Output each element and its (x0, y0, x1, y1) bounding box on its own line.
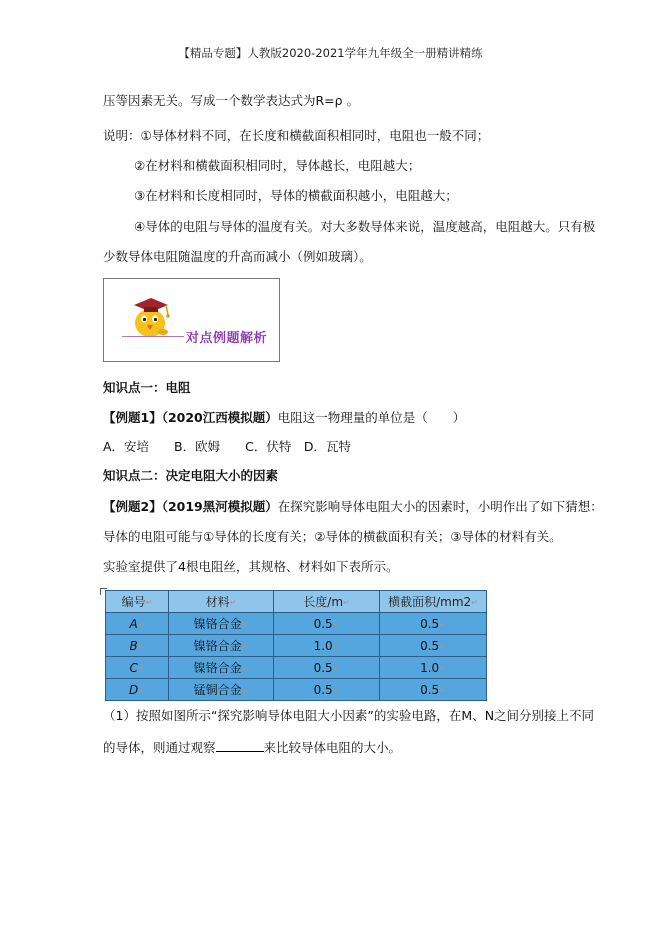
table-cell: 0.5↵ (274, 679, 380, 701)
spec-table (105, 590, 487, 701)
table-cell: 0.5↵ (274, 657, 380, 679)
logo-title: 对点例题解析 (186, 331, 268, 346)
table-header-cell: 横截面积/mm2↵ (380, 591, 487, 613)
intro-text: 压等因素无关。写成一个数学表达式为R=ρ 。 (103, 93, 360, 108)
example-1-options: A．安培 B．欧姆 C．伏特 D．瓦特 (103, 439, 351, 454)
page-header: 【精品专题】人教版2020-2021学年九年级全一册精讲精练 (178, 46, 483, 60)
section-1-title: 知识点一：电阻 (103, 380, 191, 395)
table-cell: 镍铬合金↵ (169, 613, 274, 635)
example-2 (103, 499, 603, 515)
notes-item-1: ①导体材料不同，在长度和横截面积相同时，电阻也一般不同； (140, 128, 490, 143)
notes-item-2: ②在材料和横截面积相同时，导体越长，电阻越大； (134, 158, 421, 173)
example-2-text: 在探究影响导体电阻大小的因素时，小明作出了如下猜想： (277, 499, 603, 514)
question-1-line-2 (103, 739, 401, 756)
table-cell: 0.5↵ (380, 679, 487, 701)
question-1-text-before: 的导体，则通过观察 (103, 740, 216, 755)
table-cell: A↵ (106, 613, 169, 635)
table-cell: 镍铬合金↵ (169, 635, 274, 657)
table-row (106, 657, 487, 679)
question-1-line-1: （1）按照如图所示“探究影响导体电阻大小因素”的实验电路，在M、N之间分别接上不同 (103, 708, 595, 723)
table-header-row (106, 591, 487, 613)
table-cell: 0.5↵ (380, 613, 487, 635)
table-cell: 1.0↵ (380, 657, 487, 679)
example-1-source: （2020江西模拟题） (161, 410, 278, 425)
table-row (106, 679, 487, 701)
example-2-source: （2019黑河模拟题） (161, 499, 278, 514)
table-cell: C↵ (106, 657, 169, 679)
question-1-text-after: 来比较导体电阻的大小。 (263, 740, 402, 755)
table-row (106, 635, 487, 657)
example-1-text: 电阻这一物理量的单位是（ ） (277, 410, 466, 425)
notes-label: 说明： (103, 128, 141, 143)
table-cell: 锰铜合金↵ (169, 679, 274, 701)
section-2-title: 知识点二：决定电阻大小的因素 (103, 468, 279, 483)
example-1 (103, 410, 465, 426)
answer-blank (216, 739, 264, 752)
table-cell: B↵ (106, 635, 169, 657)
section-logo (103, 278, 280, 362)
notes-item-4-line-1: ④导体的电阻与导体的温度有关。对大多数导体来说，温度越高，电阻越大。只有极 (134, 219, 596, 234)
notes-line-1 (103, 128, 489, 144)
table-header-cell: 材料↵ (169, 591, 274, 613)
example-2-line-2: 导体的电阻可能与①导体的长度有关；②导体的横截面积有关；③导体的材料有关。 (103, 529, 562, 544)
table-cell: 1.0↵ (274, 635, 380, 657)
table-header-cell: 编号↵ (106, 591, 169, 613)
example-2-line-3: 实验室提供了4根电阻丝，其规格、材料如下表所示。 (103, 559, 399, 574)
example-1-tag: 【例题1】 (103, 410, 162, 425)
spec-table-wrapper (105, 590, 487, 701)
table-cell: 0.5↵ (380, 635, 487, 657)
logo-divider (122, 336, 184, 337)
table-row (106, 613, 487, 635)
table-cell: D↵ (106, 679, 169, 701)
notes-item-4-line-2: 少数导体电阻随温度的升高而减小（例如玻璃）。 (103, 249, 372, 264)
table-header-cell: 长度/m↵ (274, 591, 380, 613)
example-2-tag: 【例题2】 (103, 499, 162, 514)
table-cell: 镍铬合金↵ (169, 657, 274, 679)
table-cell: 0.5↵ (274, 613, 380, 635)
notes-item-3: ③在材料和长度相同时，导体的横截面积越小，电阻越大； (134, 188, 458, 203)
